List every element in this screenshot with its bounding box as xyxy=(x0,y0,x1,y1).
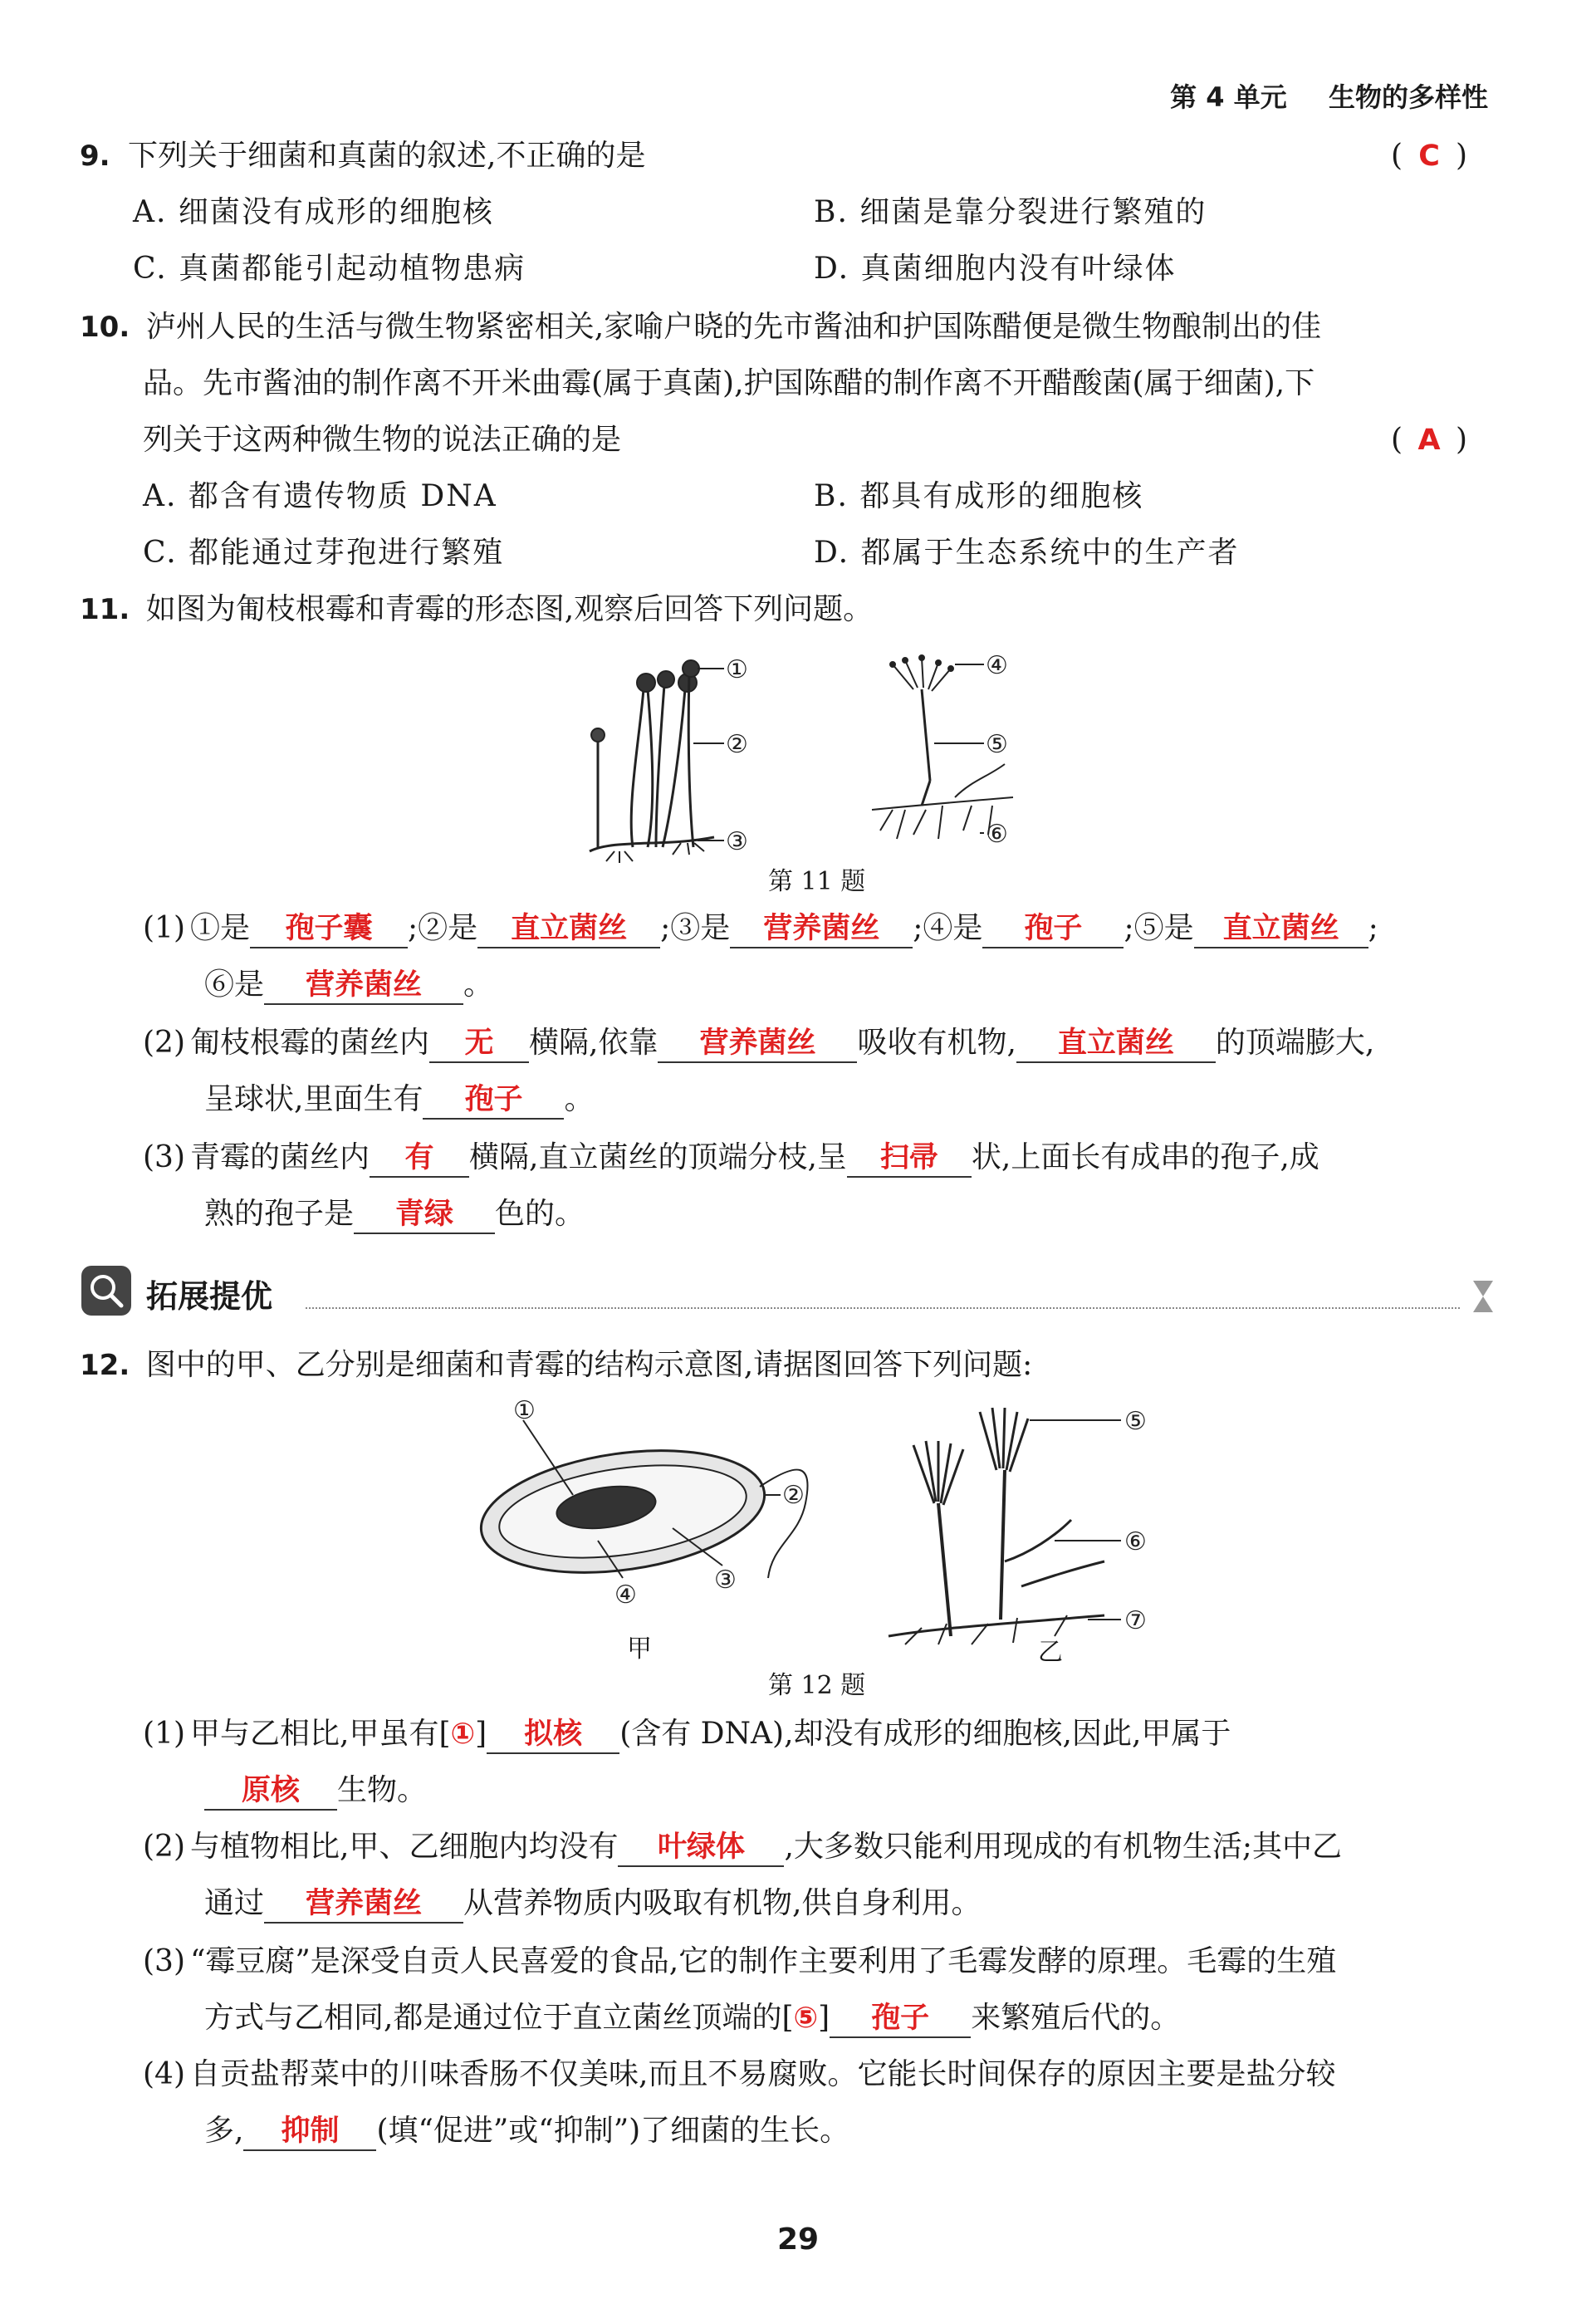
answer-blank[interactable]: 营养菌丝 xyxy=(699,1027,816,1060)
rhizopus-drawing xyxy=(590,660,724,863)
q12-part2-line2: 通过 营养菌丝 从营养物质内吸取有机物,供自身利用。 xyxy=(204,1884,981,1924)
header-title: 生物的多样性 xyxy=(1328,81,1488,113)
answer-blank[interactable]: 无 xyxy=(464,1027,494,1060)
label-6: ⑥ xyxy=(1124,1527,1147,1556)
answer-blank[interactable]: 营养菌丝 xyxy=(306,1887,423,1920)
question-11 xyxy=(80,590,873,630)
answer-blank[interactable]: 直立菌丝 xyxy=(511,912,628,945)
label-2: ② xyxy=(782,1481,805,1510)
option-c: C. 都能通过芽孢进行繁殖 xyxy=(143,536,505,570)
answer-blank[interactable]: 原核 xyxy=(241,1774,300,1807)
figure-jia-label: 甲 xyxy=(627,1634,652,1664)
section-banner xyxy=(81,1262,1510,1319)
answer-blank[interactable]: ⑤ xyxy=(793,2002,819,2035)
q12-part4-line2: 多, 抑制 (填“促进”或“抑制”)了细菌的生长。 xyxy=(204,2111,849,2151)
label-4: ④ xyxy=(614,1581,637,1610)
question-text-line3: 列关于这两种微生物的说法正确的是 xyxy=(143,423,622,457)
q11-part1-line1: (1) ①是 孢子囊 ;②是 直立菌丝 ;③是 营养菌丝 ;④是 孢子 ;⑤是 直立菌丝 ; xyxy=(143,909,1378,948)
answer-paren-9: ( C ) xyxy=(1391,136,1467,176)
label-1: ① xyxy=(726,655,748,684)
header-unit: 第 4 单元 xyxy=(1170,81,1287,113)
figure-yi-label: 乙 xyxy=(1038,1638,1063,1667)
hourglass-icon xyxy=(1468,1277,1498,1316)
answer-blank[interactable]: 孢子囊 xyxy=(285,912,373,945)
q12-part4-line1: (4) 自贡盐帮菜中的川味香肠不仅美味,而且不易腐败。它能长时间保存的原因主要是盐分较 xyxy=(143,2057,1336,2091)
question-text: 如图为匍枝根霉和青霉的形态图,观察后回答下列问题。 xyxy=(145,592,874,626)
question-number: 9. xyxy=(80,140,110,173)
label-7: ⑦ xyxy=(1124,1606,1147,1635)
question-9 xyxy=(80,136,645,176)
answer-blank[interactable]: 直立菌丝 xyxy=(1222,912,1339,945)
option-a: A. 都含有遗传物质 DNA xyxy=(143,479,497,513)
option-c: C. 真菌都能引起动植物患病 xyxy=(133,252,526,286)
q12-part1-line1: (1) 甲与乙相比,甲虽有[①] 拟核 (含有 DNA),却没有成形的细胞核,因此,甲属于 xyxy=(143,1714,1231,1754)
q11-part3-line2: 熟的孢子是 青绿 色的。 xyxy=(204,1194,585,1234)
q11-part2-line1: (2) 匍枝根霉的菌丝内 无 横隔,依靠 营养菌丝 吸收有机物, 直立菌丝 的顶端膨大, xyxy=(143,1023,1374,1063)
figure-11 xyxy=(565,640,1080,872)
figure-12-caption: 第 12 题 xyxy=(768,1671,866,1700)
q11-part3-line1: (3) 青霉的菌丝内 有 横隔,直立菌丝的顶端分枝,呈 扫帚 状,上面长有成串的孢子,成 xyxy=(143,1138,1319,1178)
question-number: 10. xyxy=(80,311,130,344)
answer-blank[interactable]: 孢子 xyxy=(464,1083,523,1116)
answer-blank[interactable]: 直立菌丝 xyxy=(1057,1027,1174,1060)
answer-choice: A xyxy=(1417,424,1441,457)
figure-12 xyxy=(473,1395,1187,1653)
q11-part1-line2: ⑥是 营养菌丝 。 xyxy=(204,965,493,1005)
answer-blank[interactable]: 拟核 xyxy=(524,1718,583,1751)
answer-paren-10: ( A ) xyxy=(1391,420,1467,460)
option-b: B. 细菌是靠分裂进行繁殖的 xyxy=(814,195,1207,229)
answer-choice: C xyxy=(1418,140,1440,173)
bacterium-drawing xyxy=(473,1420,808,1589)
question-text: 图中的甲、乙分别是细菌和青霉的结构示意图,请据图回答下列问题: xyxy=(145,1348,1033,1382)
answer-blank[interactable]: 抑制 xyxy=(281,2115,340,2148)
q12-part3-line1: (3) “霉豆腐”是深受自贡人民喜爱的食品,它的制作主要利用了毛霉发酵的原理。毛霉的生殖 xyxy=(143,1944,1337,1978)
answer-blank[interactable]: 孢子 xyxy=(1024,912,1083,945)
answer-blank[interactable]: 营养菌丝 xyxy=(763,912,880,945)
question-10 xyxy=(80,307,1321,347)
q12-part1-line2: 原核 生物。 xyxy=(204,1771,427,1811)
option-d: D. 都属于生态系统中的生产者 xyxy=(814,536,1240,570)
figure-11-caption: 第 11 题 xyxy=(768,867,866,896)
q12-part3-line2: 方式与乙相同,都是通过位于直立菌丝顶端的[⑤] 孢子 来繁殖后代的。 xyxy=(204,1998,1180,2038)
penicillium-drawing xyxy=(889,1408,1121,1644)
option-d: D. 真菌细胞内没有叶绿体 xyxy=(814,252,1177,286)
answer-blank[interactable]: ① xyxy=(450,1718,476,1751)
label-5: ⑤ xyxy=(1124,1407,1147,1436)
question-number: 11. xyxy=(80,593,130,626)
q11-part2-line2: 呈球状,里面生有 孢子 。 xyxy=(204,1080,594,1120)
label-3: ③ xyxy=(726,827,748,856)
page-number: 29 xyxy=(777,2223,820,2257)
answer-blank[interactable]: 扫帚 xyxy=(879,1141,938,1174)
question-text-line2: 品。先市酱油的制作离不开米曲霉(属于真菌),护国陈醋的制作离不开醋酸菌(属于细菌),下 xyxy=(143,366,1315,400)
question-text-line1: 泸州人民的生活与微生物紧密相关,家喻户晓的先市酱油和护国陈醋便是微生物酿制出的佳 xyxy=(145,310,1322,344)
label-5: ⑤ xyxy=(986,730,1008,759)
section-title: 拓展提优 xyxy=(146,1278,273,1315)
q12-part2-line1: (2) 与植物相比,甲、乙细胞内均没有 叶绿体 ,大多数只能利用现成的有机物生活;其中乙 xyxy=(143,1827,1342,1867)
label-6: ⑥ xyxy=(986,820,1008,849)
answer-blank[interactable]: 青绿 xyxy=(395,1198,454,1231)
answer-blank[interactable]: 有 xyxy=(404,1141,434,1174)
question-text: 下列关于细菌和真菌的叙述,不正确的是 xyxy=(128,139,646,173)
magnifier-icon xyxy=(81,1266,131,1316)
option-a: A. 细菌没有成形的细胞核 xyxy=(133,195,494,229)
label-2: ② xyxy=(726,730,748,759)
question-number: 12. xyxy=(80,1349,130,1382)
option-b: B. 都具有成形的细胞核 xyxy=(814,479,1144,513)
label-3: ③ xyxy=(714,1566,737,1595)
label-4: ④ xyxy=(986,651,1008,680)
running-header xyxy=(1170,76,1488,115)
answer-blank[interactable]: 孢子 xyxy=(871,2002,930,2035)
label-1: ① xyxy=(513,1396,536,1425)
answer-blank[interactable]: 营养菌丝 xyxy=(306,968,423,1002)
question-12 xyxy=(80,1345,1032,1385)
answer-blank[interactable]: 叶绿体 xyxy=(657,1830,745,1864)
section-rule xyxy=(306,1307,1460,1309)
